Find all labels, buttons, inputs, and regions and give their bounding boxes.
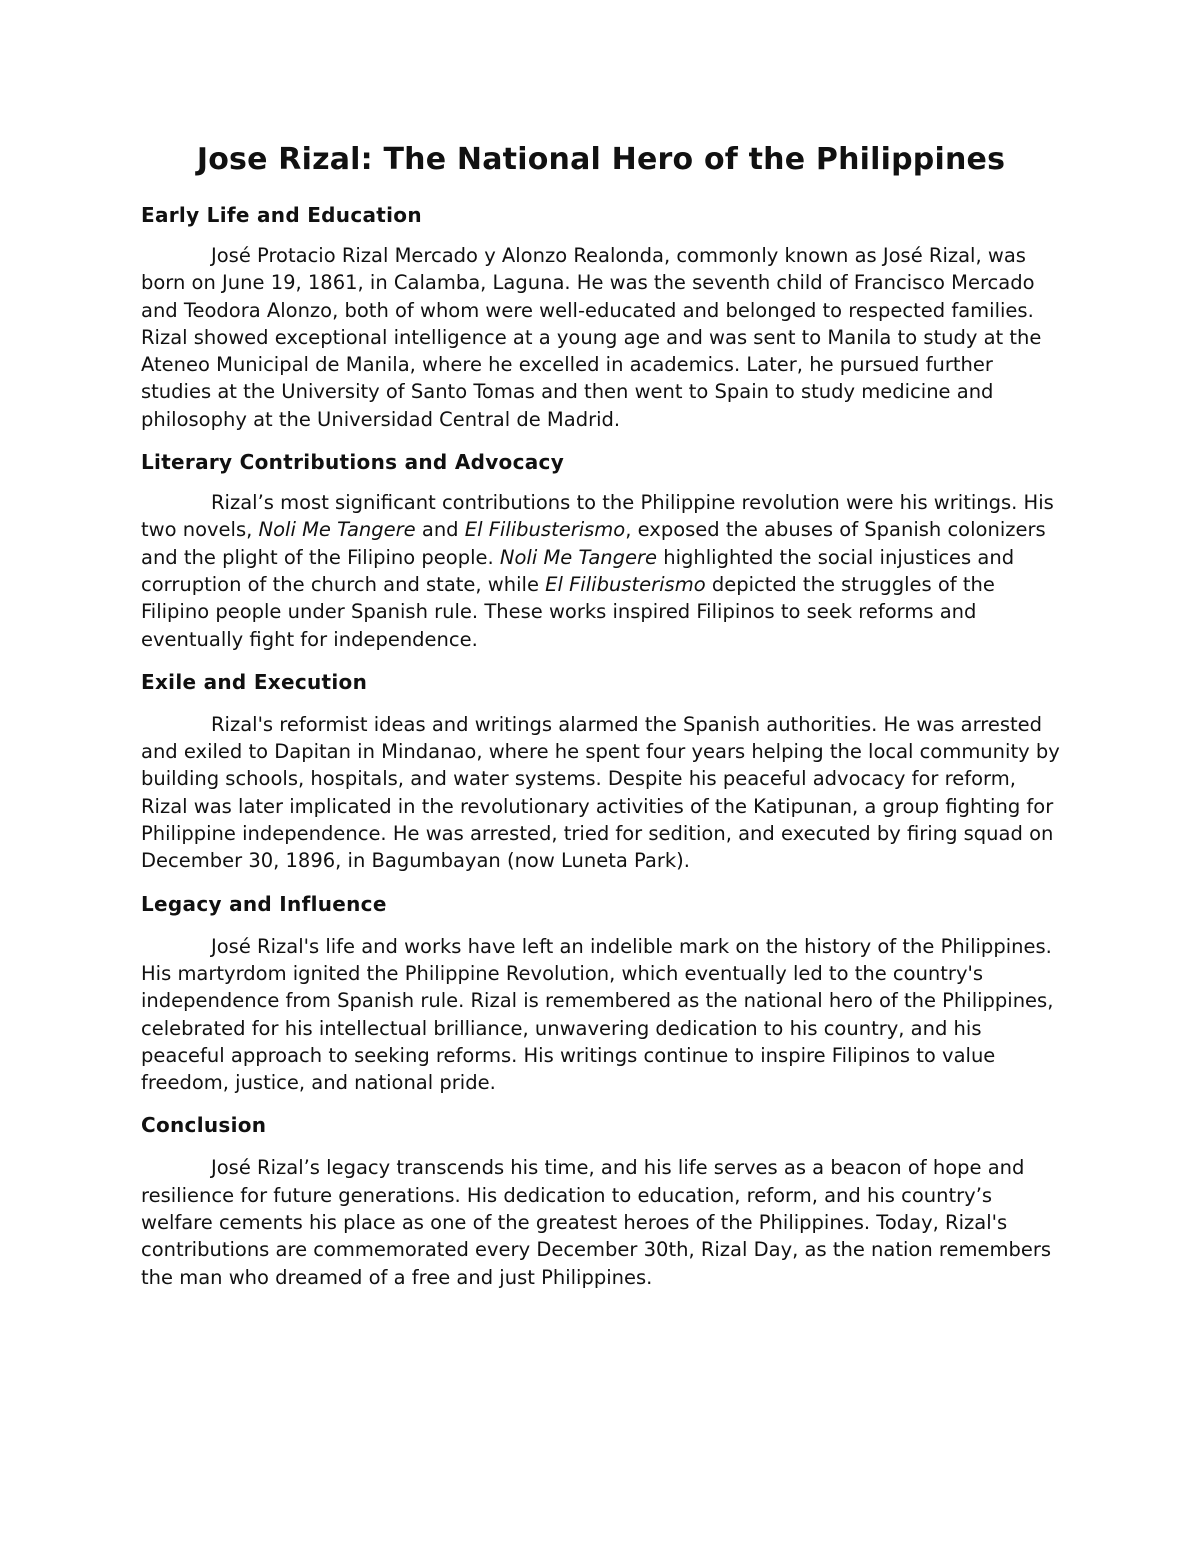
section-heading: Legacy and Influence bbox=[141, 891, 387, 916]
section-heading: Exile and Execution bbox=[141, 669, 368, 694]
paragraph-text: highlighted the social injustices and corruption of the church and state, while bbox=[141, 545, 1015, 596]
section-paragraph: Rizal's reformist ideas and writings alarmed the Spanish authorities. He was arrested and exiled to Dapitan in Mindanao, where he spent four years helping the local community by building schools, hospitals, and water systems. Despite his peaceful advocacy for reform, Rizal was later implicated in the revolutionary activities of the Katipunan, a group fighting for Philippine independence. He was arrested, tried for sedition, and executed by firing squad on December 30, 1896, in Bagumbayan (now Luneta Park). bbox=[141, 712, 1060, 873]
paragraph-text: Rizal’s most significant contributions to the Philippine revolution were his writings. His two novels, bbox=[141, 491, 1054, 542]
section-exile-execution bbox=[141, 667, 1061, 875]
paragraph-text: , exposed the abuses of Spanish colonizers and the plight of the Filipino people. bbox=[141, 518, 1046, 569]
novel-title-fili: El Filibusterismo bbox=[464, 518, 626, 542]
section-heading: Conclusion bbox=[141, 1113, 267, 1138]
section-paragraph: José Rizal’s legacy transcends his time, and his life serves as a beacon of hope and resilience for future generations. His dedication to education, reform, and his country’s welfare cements his place as one of the greatest heroes of the Philippines. Today, Rizal's contributions are commemorated every December 30th, Rizal Day, as the nation remembers the man who dreamed of a free and just Philippines. bbox=[141, 1156, 1052, 1289]
document-title: Jose Rizal: The National Hero of the Philippines bbox=[196, 142, 1006, 177]
section-heading: Early Life and Education bbox=[141, 203, 422, 227]
section-paragraph bbox=[141, 489, 1061, 653]
section-heading: Literary Contributions and Advocacy bbox=[141, 450, 565, 475]
section-paragraph: José Rizal's life and works have left an indelible mark on the history of the Philippines. His martyrdom ignited the Philippine Revolution, which eventually led to the country's independence from Spanish rule. Rizal is remembered as the national hero of the Philippines, celebrated for his intellectual brilliance, unwavering dedication to his country, and his peaceful approach to seeking reforms. His writings continue to inspire Filipinos to value freedom, justice, and national pride. bbox=[141, 934, 1054, 1095]
section-legacy-influence bbox=[141, 889, 1061, 1097]
section-early-life bbox=[141, 200, 1061, 433]
novel-title-noli: Noli Me Tangere bbox=[499, 545, 658, 569]
section-paragraph: José Protacio Rizal Mercado y Alonzo Realonda, commonly known as José Rizal, was born on June 19, 1861, in Calamba, Laguna. He was the seventh child of Francisco Mercado and Teodora Alonzo, both of whom were well-educated and belonged to respected families. Rizal showed exceptional intelligence at a young age and was sent to Manila to study at the Ateneo Municipal de Manila, where he excelled in academics. Later, he pursued further studies at the University of Santo Tomas and then went to Spain to study medicine and philosophy at the Universidad Central de Madrid. bbox=[141, 244, 1042, 431]
section-conclusion bbox=[141, 1110, 1061, 1290]
paragraph-text: and bbox=[415, 518, 465, 542]
document-page bbox=[141, 138, 1061, 1291]
section-literary-contributions bbox=[141, 447, 1061, 653]
novel-title-noli: Noli Me Tangere bbox=[258, 518, 416, 542]
novel-title-fili: El Filibusterismo bbox=[545, 572, 706, 596]
paragraph-text: depicted the struggles of the Filipino people under Spanish rule. These works inspired Filipinos to seek reforms and eventually fight for independence. bbox=[141, 572, 995, 651]
